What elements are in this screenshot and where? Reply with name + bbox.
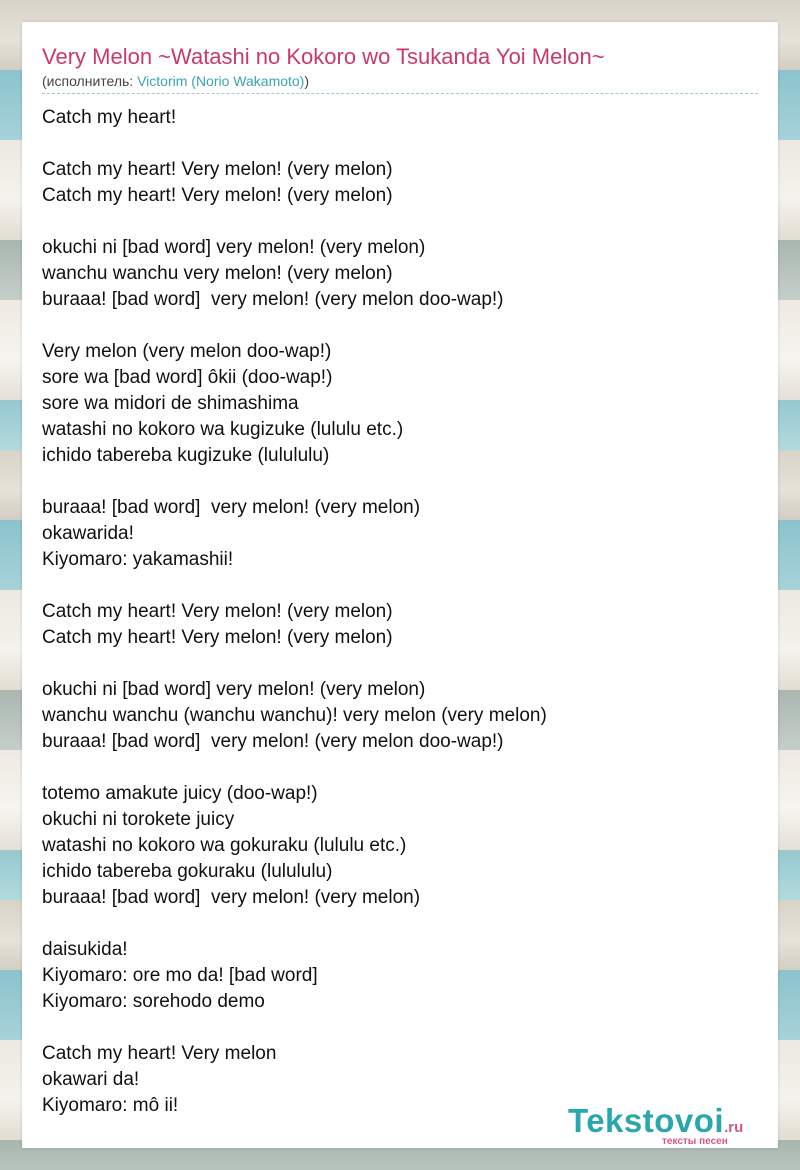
lyric-line: Kiyomaro: sorehodo demo: [42, 991, 265, 1012]
lyric-blank-line: [42, 313, 547, 339]
lyric-line: wanchu wanchu (wanchu wanchu)! very melon (very melon): [42, 705, 547, 726]
lyric-line: Catch my heart! Very melon! (very melon): [42, 185, 393, 206]
logo-tagline: тексты песен: [662, 1136, 728, 1147]
lyric-line: ichido tabereba gokuraku (lulululu): [42, 861, 333, 882]
lyric-line: Kiyomaro: ore mo da! [bad word]: [42, 965, 318, 986]
lyrics-text: [42, 105, 547, 1119]
lyric-blank-line: [42, 131, 547, 157]
tekstovoi-logo[interactable]: [568, 1102, 743, 1140]
lyric-line: Catch my heart! Very melon! (very melon): [42, 627, 393, 648]
artist-prefix: (исполнитель:: [42, 73, 138, 89]
lyric-line: buraaa! [bad word] very melon! (very melon doo-wap!): [42, 289, 504, 310]
lyric-line: Kiyomaro: yakamashii!: [42, 549, 234, 570]
lyric-line: okawari da!: [42, 1069, 140, 1090]
lyric-line: Kiyomaro: mô ii!: [42, 1095, 179, 1116]
lyric-line: wanchu wanchu very melon! (very melon): [42, 263, 393, 284]
lyric-line: Catch my heart! Very melon! (very melon): [42, 601, 393, 622]
lyric-line: buraaa! [bad word] very melon! (very melon): [42, 887, 421, 908]
song-title: Very Melon ~Watashi no Kokoro wo Tsukanda Yoi Melon~: [42, 44, 605, 69]
logo-name: Tekstovoi: [568, 1102, 725, 1139]
lyric-line: Catch my heart! Very melon! (very melon): [42, 159, 393, 180]
artist-suffix: ): [304, 73, 310, 89]
lyric-line: sore wa [bad word] ôkii (doo-wap!): [42, 367, 333, 388]
lyric-line: sore wa midori de shimashima: [42, 393, 299, 414]
lyric-line: buraaa! [bad word] very melon! (very melon): [42, 497, 421, 518]
lyric-line: watashi no kokoro wa gokuraku (lululu etc.): [42, 835, 407, 856]
lyric-line: Catch my heart!: [42, 107, 177, 128]
lyric-line: ichido tabereba kugizuke (lulululu): [42, 445, 330, 466]
lyrics-card: [22, 22, 778, 1148]
lyric-line: okuchi ni [bad word] very melon! (very melon): [42, 679, 426, 700]
lyric-line: daisukida!: [42, 939, 128, 960]
lyric-line: watashi no kokoro wa kugizuke (lululu etc.): [42, 419, 404, 440]
lyric-blank-line: [42, 573, 547, 599]
lyric-blank-line: [42, 755, 547, 781]
artist-link[interactable]: Victorim (Norio Wakamoto): [137, 73, 305, 89]
lyric-blank-line: [42, 469, 547, 495]
title-divider: [42, 93, 758, 94]
logo-tld: .ru: [724, 1119, 744, 1136]
artist-line: [42, 73, 309, 89]
lyric-blank-line: [42, 1015, 547, 1041]
lyric-line: okuchi ni [bad word] very melon! (very melon): [42, 237, 426, 258]
lyric-line: buraaa! [bad word] very melon! (very melon doo-wap!): [42, 731, 504, 752]
lyric-blank-line: [42, 911, 547, 937]
lyric-blank-line: [42, 651, 547, 677]
lyric-blank-line: [42, 209, 547, 235]
lyric-line: totemo amakute juicy (doo-wap!): [42, 783, 318, 804]
lyric-line: okuchi ni torokete juicy: [42, 809, 235, 830]
lyric-line: Very melon (very melon doo-wap!): [42, 341, 332, 362]
lyric-line: Catch my heart! Very melon: [42, 1043, 277, 1064]
lyric-line: okawarida!: [42, 523, 134, 544]
